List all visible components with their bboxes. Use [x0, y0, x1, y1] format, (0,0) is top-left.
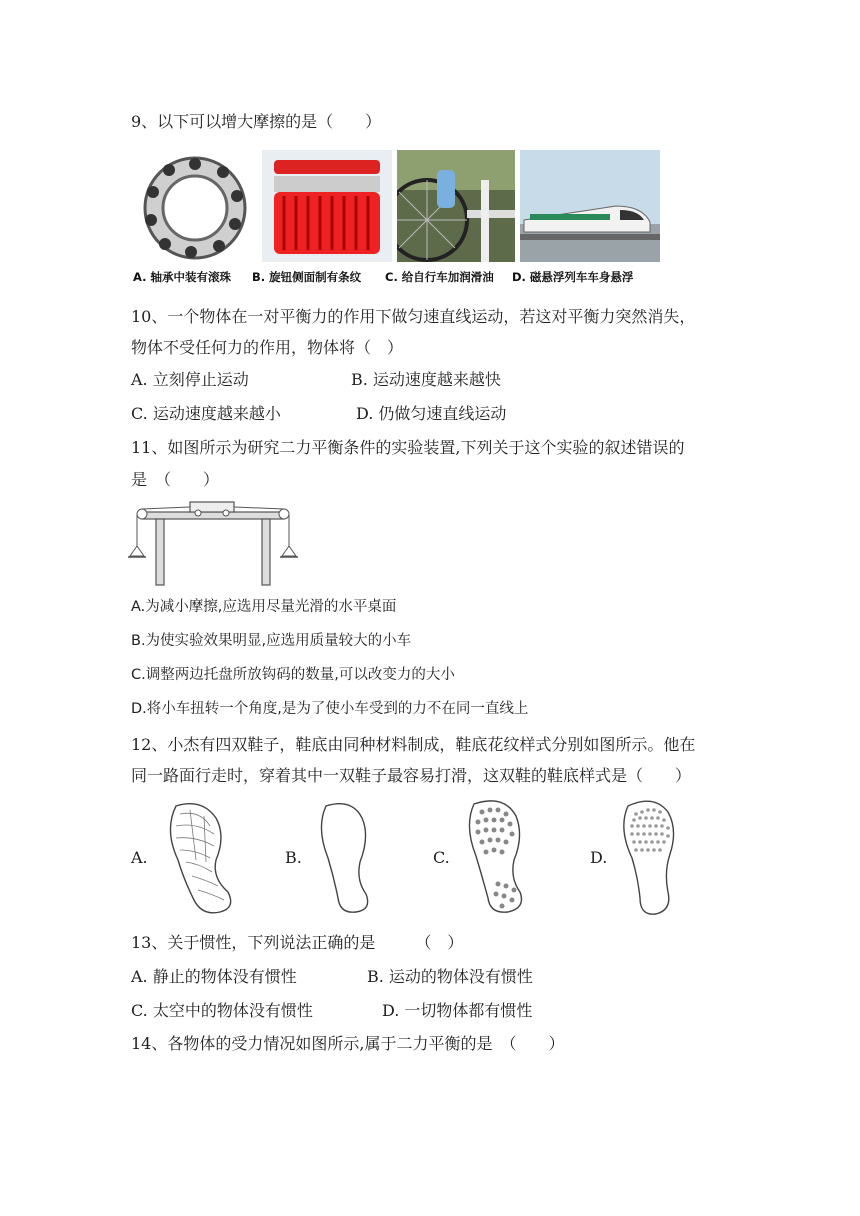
q12-label-b: B.: [285, 848, 302, 867]
bicycle-oil-photo: [397, 150, 515, 262]
shoe-sole-d: [614, 798, 688, 918]
q11-option-d: D.将小车扭转一个角度,是为了使小车受到的力不在同一直线上: [131, 701, 529, 717]
balance-apparatus-figure: [128, 498, 298, 590]
q9-caption-c: C. 给自行车加润滑油: [385, 270, 494, 284]
q12-label-a: A.: [131, 848, 148, 867]
knob-photo: [262, 150, 392, 262]
bearing-photo: [133, 150, 257, 262]
q13-option-d: D. 一切物体都有惯性: [382, 1001, 533, 1020]
q13-option-c: C. 太空中的物体没有惯性: [131, 1001, 313, 1020]
q10-option-a: A. 立刻停止运动: [131, 370, 249, 389]
q11-stem-line1: 11、如图所示为研究二力平衡条件的实验装置,下列关于这个实验的叙述错误的: [131, 438, 685, 457]
q10-option-d: D. 仍做匀速直线运动: [356, 404, 507, 423]
shoe-sole-b: [314, 800, 384, 916]
q10-option-c: C. 运动速度越来越小: [131, 404, 281, 423]
q9-stem: 9、以下可以增大摩擦的是（ ）: [131, 112, 382, 131]
q12-label-d: D.: [590, 848, 608, 867]
q10-stem-line1: 10、一个物体在一对平衡力的作用下做匀速直线运动，若这对平衡力突然消失，: [131, 307, 696, 326]
q12-label-c: C.: [433, 848, 450, 867]
q12-stem-line2: 同一路面行走时，穿着其中一双鞋子最容易打滑，这双鞋的鞋底样式是（ ）: [131, 766, 692, 785]
maglev-train-photo: [520, 150, 660, 262]
q11-stem-line2: 是 （ ）: [131, 470, 220, 489]
q12-stem-line1: 12、小杰有四双鞋子，鞋底由同种材料制成，鞋底花纹样式分别如图所示。他在: [131, 735, 696, 754]
q9-caption-a: A. 轴承中装有滚珠: [133, 270, 231, 284]
q11-option-a: A.为减小摩擦,应选用尽量光滑的水平桌面: [131, 599, 397, 615]
q9-caption-d: D. 磁悬浮列车车身悬浮: [512, 270, 634, 284]
shoe-sole-c: [460, 798, 540, 916]
q10-option-b: B. 运动速度越来越快: [351, 370, 501, 389]
q14-stem: 14、各物体的受力情况如图所示,属于二力平衡的是 （ ）: [131, 1034, 565, 1053]
q9-caption-b: B. 旋钮侧面制有条纹: [252, 270, 362, 284]
q13-option-b: B. 运动的物体没有惯性: [367, 967, 533, 986]
q11-option-b: B.为使实验效果明显,应选用质量较大的小车: [131, 633, 412, 649]
q13-stem: 13、关于惯性，下列说法正确的是 （ ）: [131, 933, 464, 952]
q11-option-c: C.调整两边托盘所放钩码的数量,可以改变力的大小: [131, 667, 455, 683]
q13-option-a: A. 静止的物体没有惯性: [131, 967, 297, 986]
q10-stem-line2: 物体不受任何力的作用，物体将（ ）: [131, 338, 404, 357]
shoe-sole-a: [156, 800, 244, 916]
